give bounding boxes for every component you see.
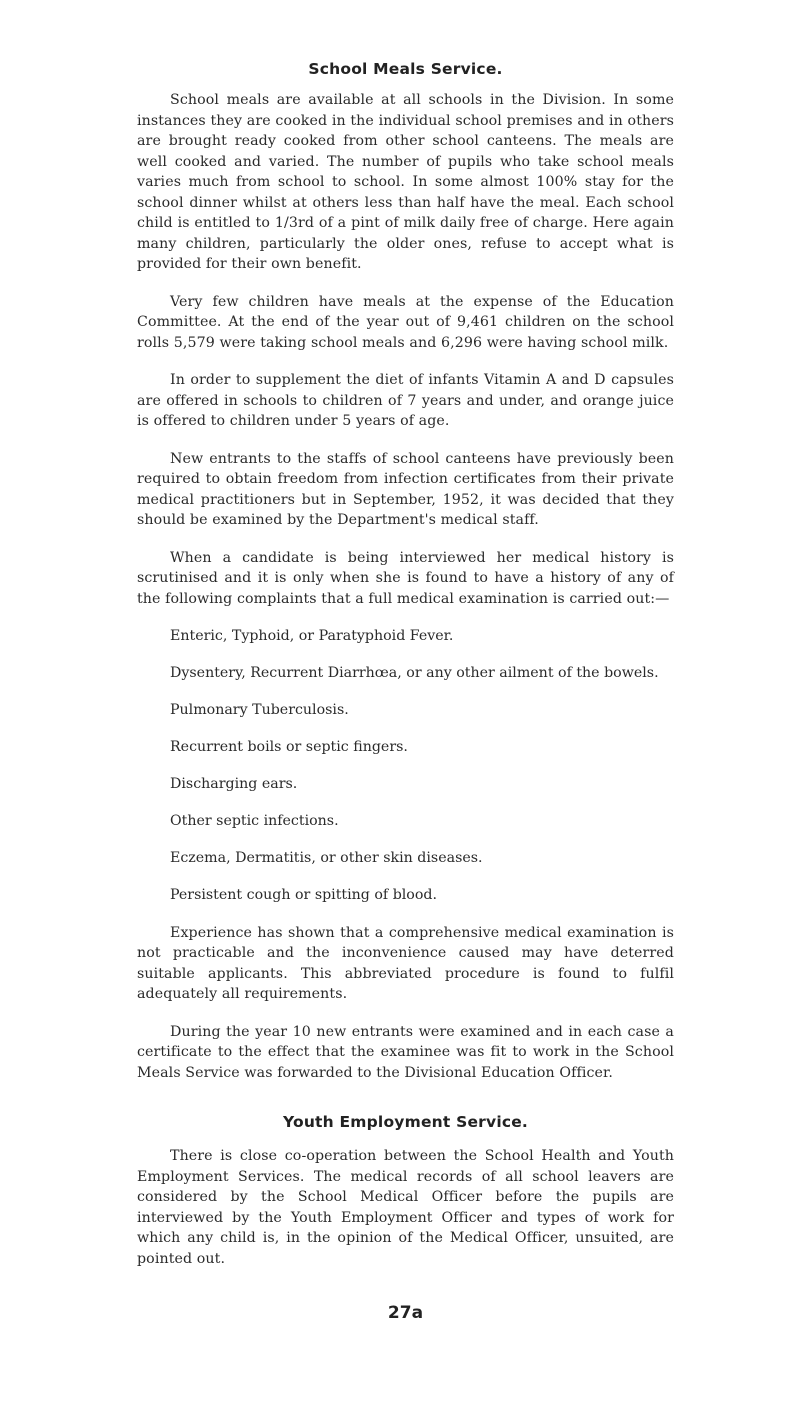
complaint-item: Other septic infections.	[170, 813, 339, 829]
complaint-item: Dysentery, Recurrent Diarrhœa, or any other ailment of the bowels.	[170, 665, 659, 681]
paragraph-meals-availability: School meals are available at all schools in the Division. In some instances they are cooked in the individual school premises and in others are brought ready cooked from other school canteens. The meals are well cooked and varied. The number of pupils who take school meals varies much from school to school. In some almost 100% stay for the school dinner whilst at others less than half have the meal. Each school child is entitled to 1/3rd of a pint of milk daily free of charge. Here again many children, particularly the older ones, refuse to accept what is provided for their own benefit.	[137, 92, 674, 272]
paragraph-new-entrants: New entrants to the staffs of school canteens have previously been required to obtain freedom from infection certificates from their private medical practitioners but in September, 1952, it was decided that they should be examined by the Department's medical staff.	[137, 450, 674, 528]
paragraph-experience: Experience has shown that a comprehensive medical examination is not practicable and the inconvenience caused may have deterred suitable applicants. This abbreviated procedure is found to fulfil adequately all requirements.	[137, 924, 674, 1002]
section-title-youth-employment: Youth Employment Service.	[282, 1113, 529, 1131]
paragraph-youth-cooperation: There is close co-operation between the School Health and Youth Employment Services. The medical records of all school leavers are considered by the School Medical Officer before the pupils are interviewed by the Youth Employment Officer and types of work for which any child is, in the opinion of the Medical Officer, unsuited, are pointed out.	[137, 1148, 674, 1267]
paragraph-vitamin-supplements: In order to supplement the diet of infants Vitamin A and D capsules are offered in schools to children of 7 years and under, and orange juice is offered to children under 5 years of age.	[137, 372, 674, 429]
paragraph-medical-history: When a candidate is being interviewed her medical history is scrutinised and it is only when she is found to have a history of any of the following complaints that a full medical examination is carried out:—	[137, 549, 674, 607]
complaint-item: Recurrent boils or septic fingers.	[170, 739, 408, 755]
complaint-item: Enteric, Typhoid, or Paratyphoid Fever.	[170, 628, 454, 644]
complaint-item: Discharging ears.	[170, 776, 298, 792]
section-title-school-meals: School Meals Service.	[308, 60, 503, 78]
paragraph-examinations-count: During the year 10 new entrants were examined and in each case a certificate to the effect that the examinee was fit to work in the School Meals Service was forwarded to the Divisional Education Officer.	[137, 1023, 674, 1081]
document-page	[137, 60, 674, 1323]
complaint-item: Eczema, Dermatitis, or other skin diseases.	[170, 850, 483, 866]
page-number: 27a	[387, 1303, 424, 1323]
complaint-item: Pulmonary Tuberculosis.	[170, 702, 349, 718]
paragraph-meals-expense: Very few children have meals at the expense of the Education Committee. At the end of the year out of 9,461 children on the school rolls 5,579 were taking school meals and 6,296 were having school milk.	[137, 293, 674, 351]
complaints-list	[137, 626, 674, 906]
complaint-item: Persistent cough or spitting of blood.	[170, 887, 437, 903]
